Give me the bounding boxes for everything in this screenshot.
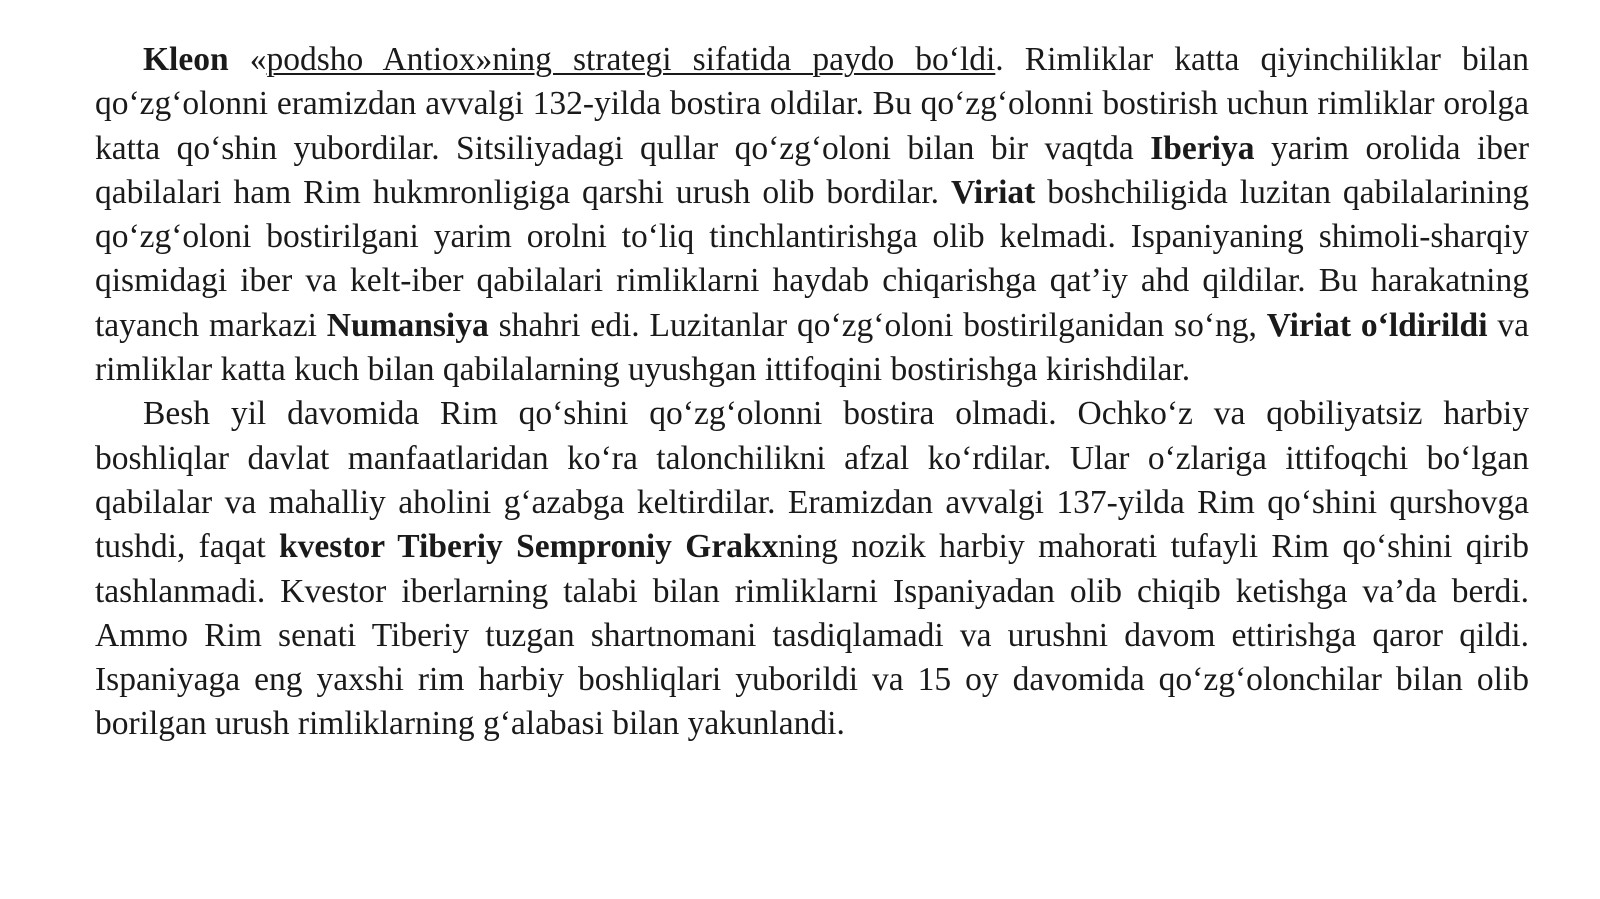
text-run: shahri edi. Luzitanlar qo‘zg‘oloni bostirilganidan so‘ng, <box>488 306 1267 344</box>
text-run: ning nozik harbiy mahorati tufayli Rim qo‘shini qirib tashlanmadi. Kvestor iberlarning talabi bilan rimliklarni Ispaniyadan olib chiqib ketishga va’da berdi. Ammo Rim senati Tiberiy tuzgan shartnomani tasdiqlamadi va urushni davom ettirishga qaror qildi. Ispaniyaga eng yaxshi rim harbiy boshliqlari yuborildi va 15 oy davomida qo‘zg‘olonchilar bilan olib borilgan urush rimliklarning g‘alabasi bilan yakunlandi. <box>95 528 1529 743</box>
bold-viriat-oldirildi: Viriat o‘ldirildi <box>1266 306 1488 344</box>
text-run: boshchiligida luzitan qabilalarining qo‘zg‘oloni bostirilgani yarim orolni to‘liq tinchlantirishga olib kelmadi. Ispaniyaning shimoli-sharqiy qismidagi iber va kelt-iber qabilalari rimliklarni haydab chiqarishga qat’iy ahd qildilar. Bu harakatning tayanch markazi <box>95 173 1529 344</box>
bold-viriat: Viriat <box>950 173 1036 211</box>
bold-kvestor-tiberiy: kvestor Tiberiy Semproniy Grakx <box>279 528 779 566</box>
underlined-phrase: podsho Antiox»ning strategi sifatida paydo bo‘ldi <box>266 41 996 78</box>
text-run: Besh yil davomida Rim qo‘shini qo‘zg‘olonni bostira olmadi. Ochko‘z va qobiliyatsiz harbiy boshliqlar davlat manfaatlaridan ko‘ra talonchilikni afzal ko‘rdilar. Ular o‘zlariga ittifoqchi bo‘lgan qabilalar va mahalliy aholini g‘azabga keltirdilar. Eramizdan avvalgi 137-yilda Rim qo‘shini qurshovga tushdi, faqat <box>95 395 1529 566</box>
paragraph-2 <box>95 392 1529 746</box>
bold-iberiya: Iberiya <box>1150 129 1255 167</box>
paragraph-1 <box>95 38 1529 392</box>
text-run: yarim orolida iber qabilalari ham Rim hukmronligiga qarshi urush olib bordilar. <box>95 129 1529 211</box>
bold-numansiya: Numansiya <box>326 306 489 344</box>
document-page <box>95 38 1529 747</box>
text-run: . Rimliklar katta qiyinchiliklar bilan qo‘zg‘olonni eramizdan avvalgi 132-yilda bostira oldilar. Bu qo‘zg‘olonni bostirish uchun rimliklar orolga katta qo‘shin yubordilar. Sitsiliyadagi qullar qo‘zg‘oloni bilan bir vaqtda <box>95 41 1529 167</box>
bold-kleon: Kleon <box>143 41 229 78</box>
text-run: va rimliklar katta kuch bilan qabilalarning uyushgan ittifoqini bostirishga kirishdilar. <box>95 306 1529 389</box>
text-run: « <box>228 41 267 78</box>
